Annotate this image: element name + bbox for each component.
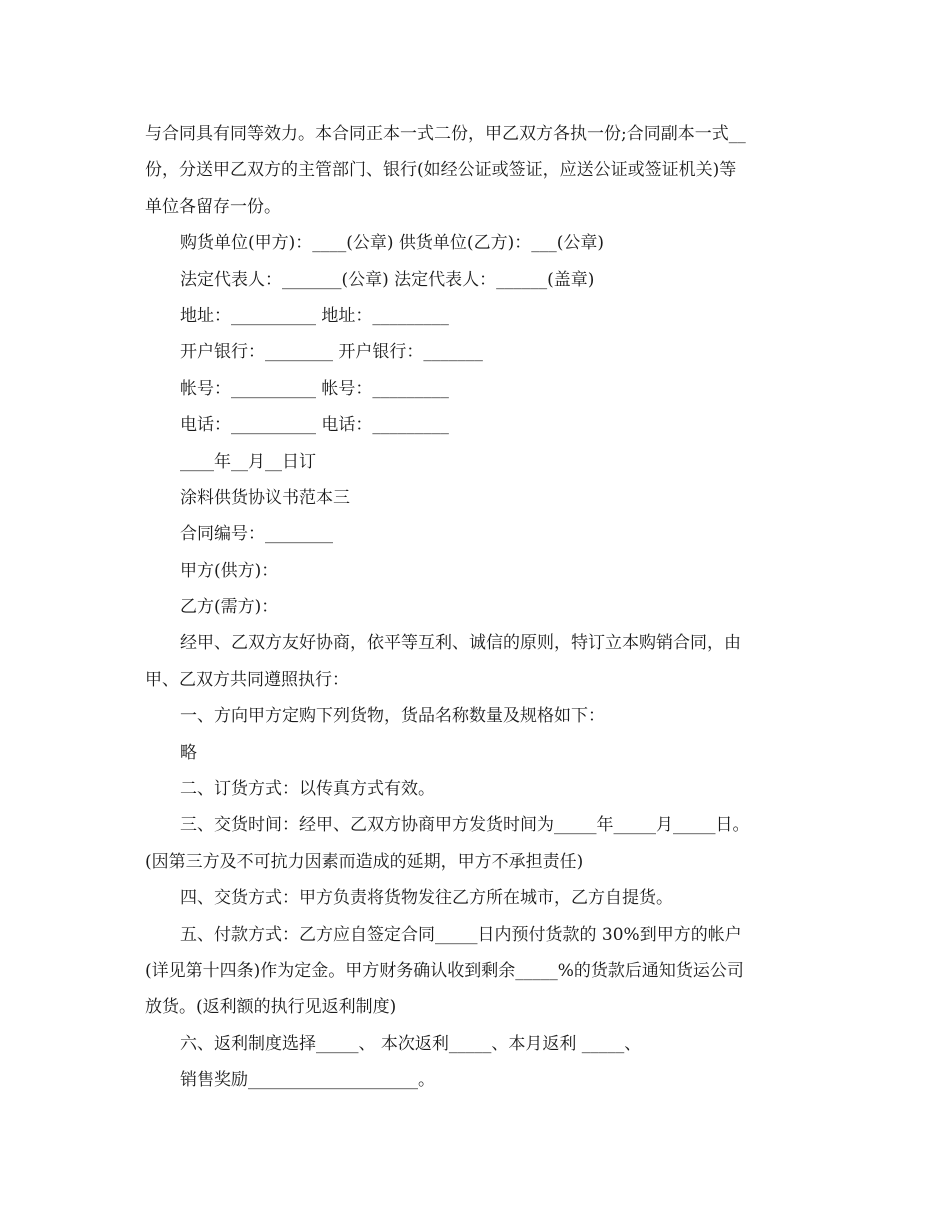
document-line: 四、交货方式：甲方负责将货物发往乙方所在城市，乙方自提货。 — [180, 888, 673, 909]
document-line: 乙方(需方)： — [180, 597, 279, 618]
document-line: 电话：__________ 电话：_________ — [180, 415, 449, 436]
document-line: 甲、乙双方共同遵照执行： — [145, 669, 349, 690]
document-line: 五、付款方式：乙方应自签定合同_____日内预付货款的 30%到甲方的帐户 — [180, 924, 742, 945]
document-line: 份，分送甲乙双方的主管部门、银行(如经公证或签证，应送公证或签证机关)等 — [145, 160, 737, 181]
document-line: 经甲、乙双方友好协商，依平等互利、诚信的原则，特订立本购销合同，由 — [180, 633, 741, 654]
document-line: 甲方(供方)： — [180, 560, 279, 581]
document-line: 放货。(返利额的执行见返利制度) — [145, 997, 397, 1018]
document-line: 购货单位(甲方)：____(公章) 供货单位(乙方)：___(公章) — [180, 233, 604, 254]
document-line: 销售奖励____________________。 — [180, 1070, 435, 1091]
document-line: 略 — [180, 742, 197, 763]
document-line: 合同编号：________ — [180, 524, 333, 545]
document-line: 地址：__________ 地址：_________ — [180, 305, 449, 326]
document-line: 二、订货方式：以传真方式有效。 — [180, 779, 435, 800]
document-line: 法定代表人：_______(公章) 法定代表人：______(盖章) — [180, 269, 595, 290]
document-line: 开户银行：________ 开户银行：_______ — [180, 342, 483, 363]
document-body — [145, 116, 810, 1099]
document-line: 帐号：__________ 帐号：_________ — [180, 378, 449, 399]
document-line: 三、交货时间：经甲、乙双方协商甲方发货时间为_____年_____月_____日。 — [180, 815, 750, 836]
document-line: 与合同具有同等效力。本合同正本一式二份，甲乙双方各执一份;合同副本一式__ — [145, 124, 746, 144]
document-line: 六、返利制度选择_____、 本次返利_____、本月返利 _____、 — [180, 1033, 642, 1054]
document-line: 单位各留存一份。 — [145, 196, 281, 217]
document-line: (因第三方及不可抗力因素而造成的延期，甲方不承担责任) — [145, 851, 584, 872]
document-line: 涂料供货协议书范本三 — [180, 487, 350, 508]
document-line: (详见第十四条)作为定金。甲方财务确认收到剩余_____%的货款后通知货运公司 — [145, 960, 744, 981]
document-line: ____年__月__日订 — [180, 451, 316, 472]
document-line: 一、方向甲方定购下列货物，货品名称数量及规格如下： — [180, 706, 605, 727]
